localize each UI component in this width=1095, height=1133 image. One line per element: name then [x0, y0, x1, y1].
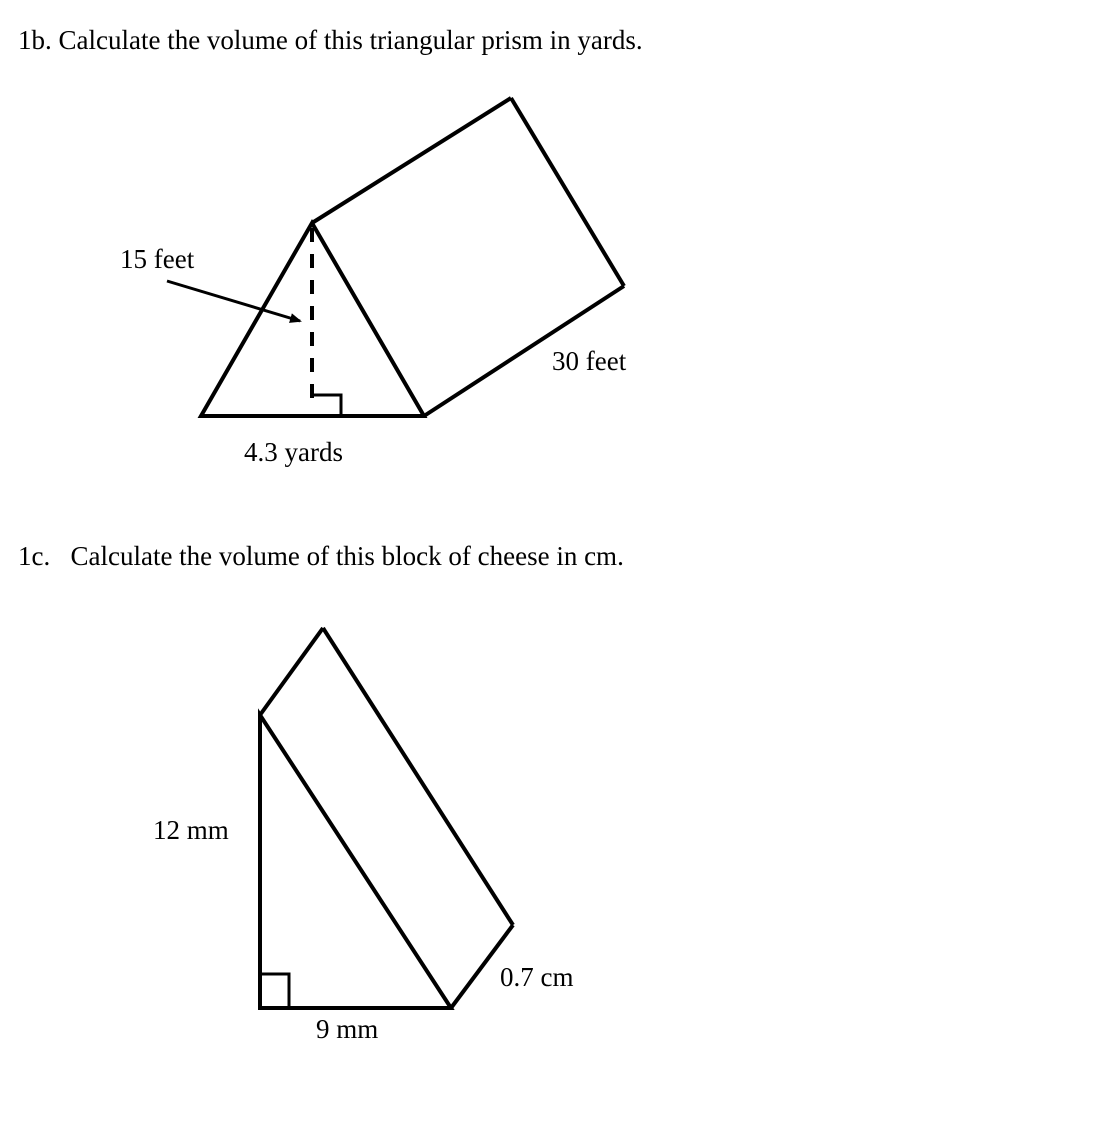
cheese-height-label: 12 mm: [153, 815, 229, 845]
cheese-block-figure: [153, 628, 574, 1044]
prism-back-edge: [511, 98, 624, 286]
cheese-top-edge: [260, 628, 323, 715]
triangular-prism-figure: [120, 98, 627, 467]
prism-height-label: 15 feet: [120, 244, 195, 274]
right-angle-marker: [260, 974, 289, 1008]
prism-base-label: 4.3 yards: [244, 437, 343, 467]
cheese-base-label: 9 mm: [316, 1014, 379, 1044]
right-angle-marker: [312, 395, 341, 416]
question-1c-text: 1c. Calculate the volume of this block of cheese in cm.: [18, 541, 624, 571]
prism-top-edge: [312, 98, 511, 223]
prism-length-label: 30 feet: [552, 346, 627, 376]
cheese-depth-label: 0.7 cm: [500, 962, 574, 992]
cheese-front-triangle: [260, 715, 451, 1008]
height-pointer-arrow: [167, 281, 300, 321]
question-1b-text: 1b. Calculate the volume of this triangular prism in yards.: [18, 25, 643, 55]
cheese-back-edge: [323, 628, 513, 925]
